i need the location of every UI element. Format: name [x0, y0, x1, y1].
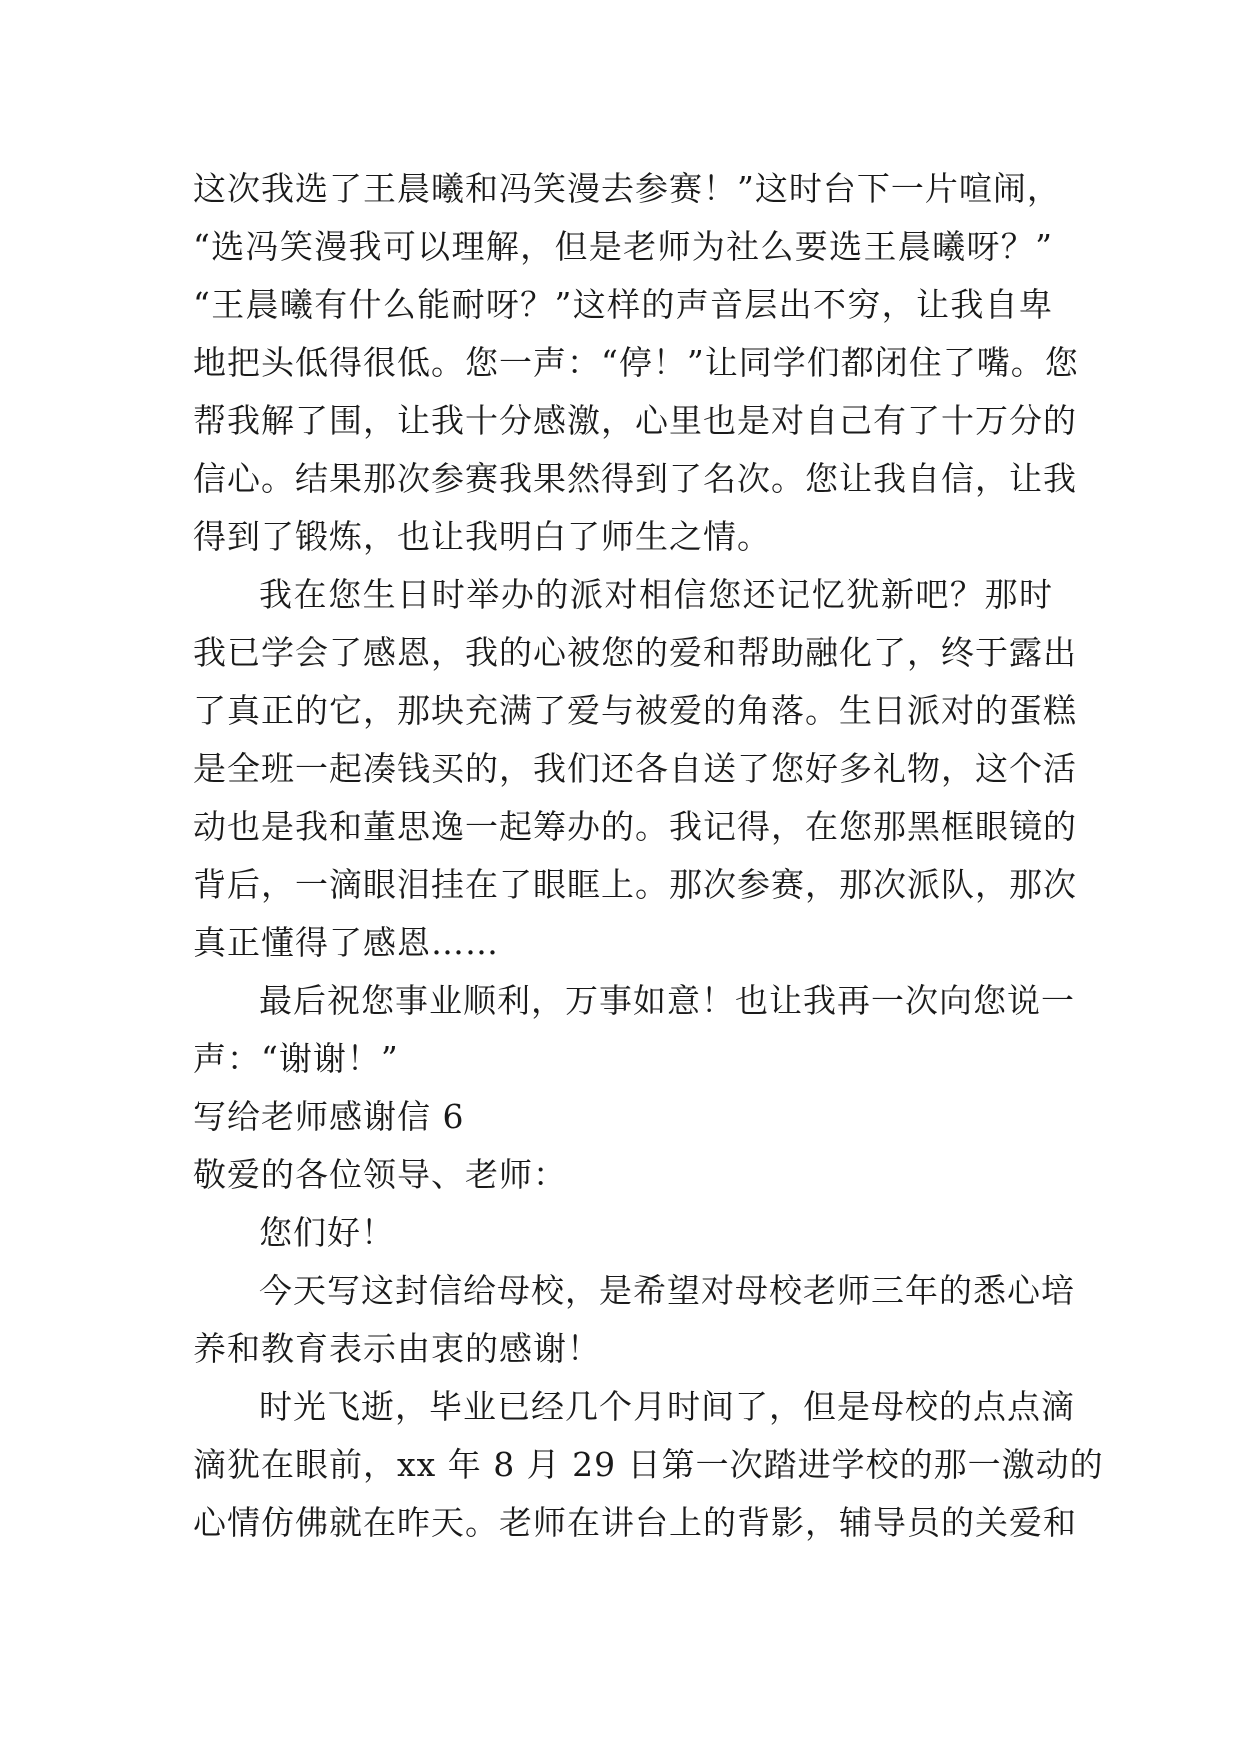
text-line: 心情仿佛就在昨天。老师在讲台上的背影，辅导员的关爱和 — [193, 1503, 1077, 1542]
text-line: 时光飞逝，毕业已经几个月时间了，但是母校的点点滴 — [259, 1387, 1075, 1426]
text-line: 了真正的它，那块充满了爱与被爱的角落。生日派对的蛋糕 — [193, 691, 1077, 730]
text-line: 今天写这封信给母校，是希望对母校老师三年的悉心培 — [259, 1271, 1075, 1310]
text-line: 您们好！ — [259, 1213, 395, 1252]
text-line: 我已学会了感恩，我的心被您的爱和帮助融化了，终于露出 — [193, 633, 1077, 672]
text-line: 这次我选了王晨曦和冯笑漫去参赛！”这时台下一片喧闹， — [193, 169, 1061, 208]
text-line: 我在您生日时举办的派对相信您还记忆犹新吧？那时 — [259, 575, 1053, 614]
text-line: 得到了锻炼，也让我明白了师生之情。 — [193, 517, 771, 556]
text-line: “王晨曦有什么能耐呀？”这样的声音层出不穷，让我自卑 — [193, 285, 1053, 324]
text-line: 声：“谢谢！” — [193, 1039, 399, 1078]
text-line: “选冯笑漫我可以理解，但是老师为社么要选王晨曦呀？” — [193, 227, 1053, 266]
text-line: 动也是我和董思逸一起筹办的。我记得，在您那黑框眼镜的 — [193, 807, 1077, 846]
text-line: 真正懂得了感恩…… — [193, 923, 499, 962]
document-body — [193, 160, 1104, 1552]
text-line: 敬爱的各位领导、老师： — [193, 1155, 567, 1194]
text-line: 最后祝您事业顺利，万事如意！也让我再一次向您说一 — [259, 981, 1075, 1020]
text-line: 是全班一起凑钱买的，我们还各自送了您好多礼物，这个活 — [193, 749, 1077, 788]
text-line: 信心。结果那次参赛我果然得到了名次。您让我自信，让我 — [193, 459, 1077, 498]
text-line: 养和教育表示由衷的感谢！ — [193, 1329, 601, 1368]
text-line: 写给老师感谢信 6 — [193, 1097, 465, 1136]
text-line: 地把头低得很低。您一声：“停！”让同学们都闭住了嘴。您 — [193, 343, 1079, 382]
text-line: 背后，一滴眼泪挂在了眼眶上。那次参赛，那次派队，那次 — [193, 865, 1077, 904]
text-line: 帮我解了围，让我十分感激，心里也是对自己有了十万分的 — [193, 401, 1077, 440]
text-line: 滴犹在眼前，xx 年 8 月 29 日第一次踏进学校的那一激动的 — [193, 1445, 1104, 1484]
